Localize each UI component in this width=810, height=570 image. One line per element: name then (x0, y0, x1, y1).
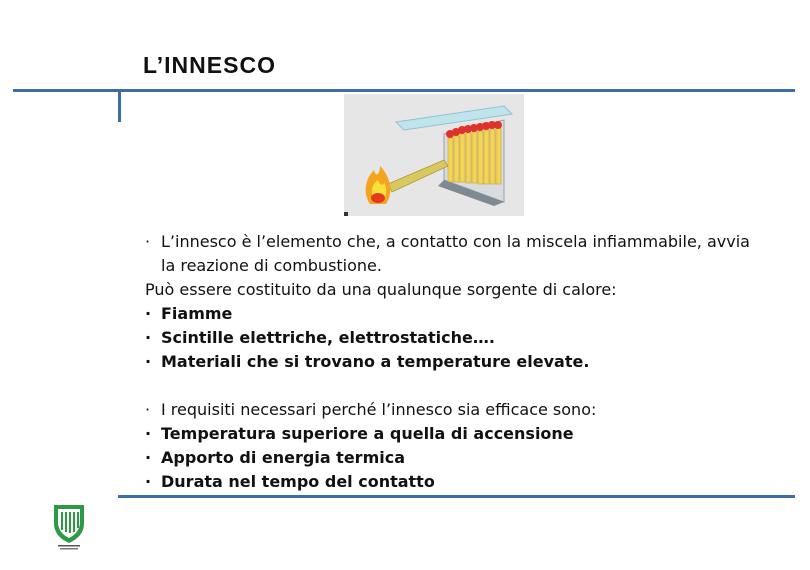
bullet-marker: · (145, 304, 152, 323)
matchbox-ignition-illustration (344, 94, 524, 216)
bullet-marker: · (145, 352, 152, 371)
definition-line-1: L’innesco è l’elemento che, a contatto con la miscela infiammabile, avvia (161, 232, 750, 251)
list-item (145, 302, 785, 326)
bullet-marker: · (145, 448, 152, 467)
body-text (145, 230, 785, 494)
bottom-rule (118, 495, 795, 498)
source-intro: Può essere costituito da una qualunque sorgente di calore: (145, 280, 617, 299)
spacer (145, 374, 785, 398)
page-title: L’INNESCO (143, 52, 276, 78)
list-item (145, 470, 785, 494)
list-item-text: Temperatura superiore a quella di accensione (161, 424, 574, 443)
definition-line-2: la reazione di combustione. (161, 256, 382, 275)
list-item-text: Materiali che si trovano a temperature elevate. (161, 352, 590, 371)
bullet-line (145, 230, 785, 254)
list-item-text: Scintille elettriche, elettrostatiche…. (161, 328, 495, 347)
title-rule (13, 89, 795, 92)
bullet-line (145, 398, 785, 422)
list-item (145, 446, 785, 470)
bullet-marker: · (145, 424, 152, 443)
text-line (145, 278, 785, 302)
bullet-marker: · (145, 328, 152, 347)
list-item (145, 326, 785, 350)
requirements-intro: I requisiti necessari perché l’innesco sia efficace sono: (161, 400, 597, 419)
bullet-marker: · (145, 472, 152, 491)
bullet-marker: · (145, 232, 151, 251)
list-item (145, 422, 785, 446)
continuation-line (145, 254, 785, 278)
list-item-text: Fiamme (161, 304, 233, 323)
list-item-text: Durata nel tempo del contatto (161, 472, 435, 491)
bullet-marker: · (145, 400, 151, 419)
university-logo (52, 503, 86, 551)
list-item-text: Apporto di energia termica (161, 448, 406, 467)
list-item (145, 350, 785, 374)
title-rule-tick (118, 92, 121, 122)
